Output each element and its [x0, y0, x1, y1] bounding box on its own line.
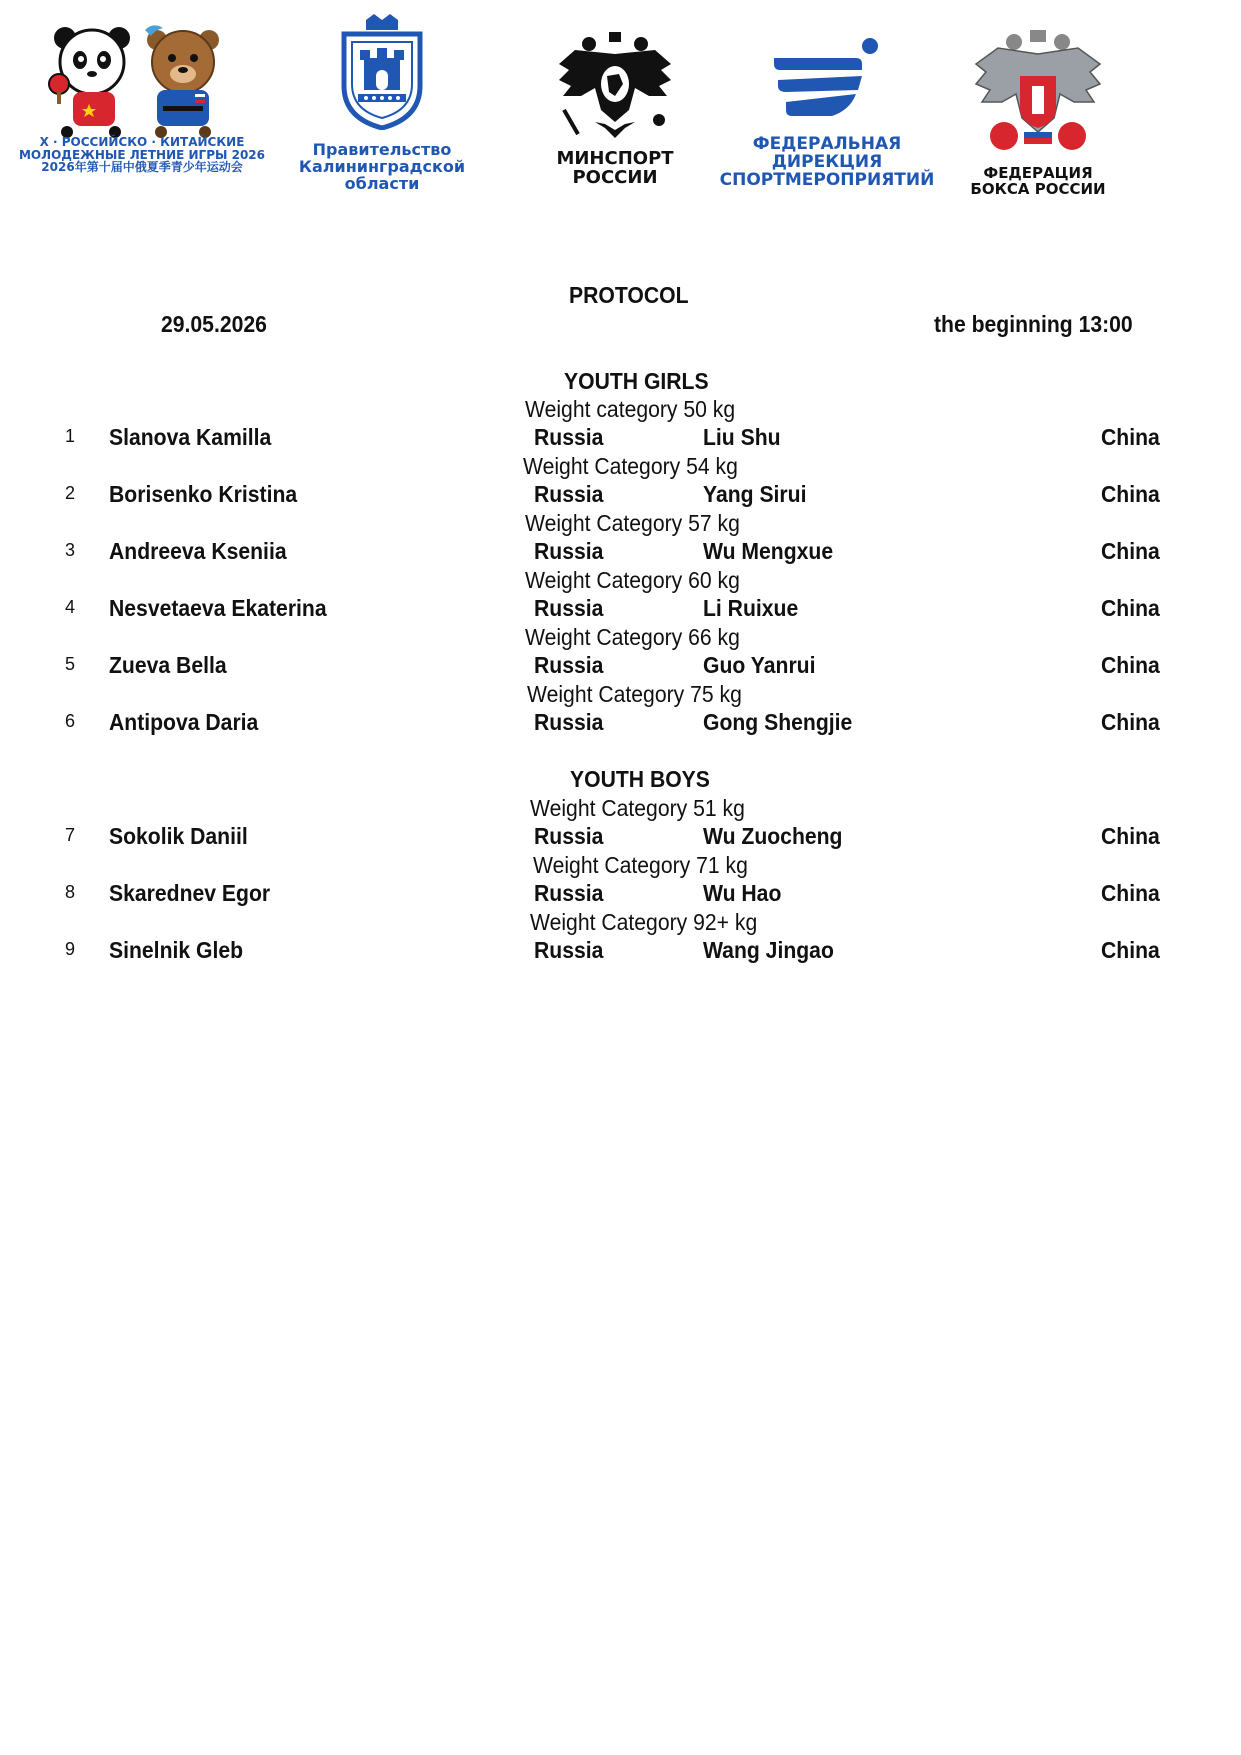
protocol-date: 29.05.2026: [161, 311, 267, 337]
blue-corner-name: Yang Sirui: [703, 481, 807, 507]
red-corner-country: Russia: [534, 481, 604, 507]
section-heading-boys: YOUTH BOYS: [570, 766, 710, 792]
red-corner-name: Sokolik Daniil: [109, 823, 248, 849]
blue-corner-name: Gong Shengjie: [703, 709, 853, 735]
government-logo-line2: Калининградской: [298, 156, 466, 176]
weight-category: Weight Category 66 kg: [525, 624, 740, 650]
games-logo-line2: МОЛОДЕЖНЫЕ ЛЕТНИЕ ИГРЫ 2026: [18, 147, 266, 162]
games-logo-line1: X · РОССИЙСКО · КИТАЙСКИЕ: [39, 135, 245, 149]
red-corner-name: Nesvetaeva Ekaterina: [109, 595, 327, 621]
bout-number: 3: [65, 540, 76, 560]
start-time: the beginning 13:00: [934, 311, 1133, 337]
bout-number: 6: [65, 711, 76, 731]
blue-corner-name: Wu Zuocheng: [703, 823, 843, 849]
red-corner-name: Andreeva Kseniia: [109, 538, 287, 564]
blue-corner-name: Wang Jingao: [703, 937, 834, 963]
blue-corner-name: Liu Shu: [703, 424, 781, 450]
minsport-logo-line2: РОССИИ: [572, 166, 658, 188]
blue-corner-country: China: [1101, 595, 1160, 621]
red-corner-name: Skarednev Egor: [109, 880, 271, 906]
bout-number: 4: [65, 597, 76, 617]
red-corner-country: Russia: [534, 823, 604, 849]
weight-category: Weight Category 92+ kg: [530, 909, 758, 935]
weight-category: Weight Category 75 kg: [527, 681, 742, 707]
blue-corner-country: China: [1101, 538, 1160, 564]
bout-number: 8: [65, 882, 76, 902]
blue-corner-name: Guo Yanrui: [703, 652, 816, 678]
red-corner-country: Russia: [534, 424, 604, 450]
directorate-logo-line2: ДИРЕКЦИЯ: [771, 151, 883, 172]
boxing-logo-line2: БОКСА РОССИИ: [970, 179, 1106, 198]
kaliningrad-coat-of-arms-icon: [336, 14, 428, 130]
weight-category: Weight Category 60 kg: [525, 567, 740, 593]
red-corner-country: Russia: [534, 595, 604, 621]
weight-category: Weight Category 57 kg: [525, 510, 740, 536]
bout-number: 7: [65, 825, 76, 845]
blue-corner-name: Li Ruixue: [703, 595, 799, 621]
directorate-logo-line1: ФЕДЕРАЛЬНАЯ: [752, 134, 902, 154]
page-title: PROTOCOL: [569, 282, 689, 308]
red-corner-name: Borisenko Kristina: [109, 481, 298, 507]
blue-corner-country: China: [1101, 424, 1160, 450]
bout-number: 9: [65, 939, 76, 959]
blue-corner-country: China: [1101, 481, 1160, 507]
blue-corner-country: China: [1101, 652, 1160, 678]
weight-category: Weight category 50 kg: [525, 396, 736, 422]
bout-number: 5: [65, 654, 76, 674]
games-logo-line3: 2026年第十届中俄夏季青少年运动会: [41, 160, 243, 175]
blue-corner-name: Wu Hao: [703, 880, 782, 906]
blue-corner-country: China: [1101, 937, 1160, 963]
bout-number: 1: [65, 426, 76, 446]
red-corner-name: Zueva Bella: [109, 652, 227, 678]
red-corner-country: Russia: [534, 538, 604, 564]
blue-corner-country: China: [1101, 709, 1160, 735]
blue-corner-country: China: [1101, 823, 1160, 849]
bout-number: 2: [65, 483, 76, 503]
boxing-federation-eagle-icon: [972, 28, 1104, 160]
red-corner-name: Slanova Kamilla: [109, 424, 272, 450]
blue-corner-name: Wu Mengxue: [703, 538, 834, 564]
games-mascots-icon: [45, 20, 235, 138]
red-corner-country: Russia: [534, 880, 604, 906]
red-corner-country: Russia: [534, 709, 604, 735]
double-headed-eagle-icon: [555, 30, 675, 144]
red-corner-country: Russia: [534, 652, 604, 678]
boxing-logo-line1: ФЕДЕРАЦИЯ: [983, 164, 1093, 182]
government-logo-line3: области: [344, 173, 420, 193]
weight-category: Weight Category 54 kg: [523, 453, 738, 479]
minsport-logo-line1: МИНСПОРТ: [556, 148, 674, 169]
directorate-logo-line3: СПОРТМЕРОПРИЯТИЙ: [719, 169, 935, 190]
directorate-stripes-icon: [772, 36, 882, 128]
section-heading-girls: YOUTH GIRLS: [564, 368, 709, 394]
red-corner-name: Sinelnik Gleb: [109, 937, 244, 963]
weight-category: Weight Category 71 kg: [533, 852, 748, 878]
blue-corner-country: China: [1101, 880, 1160, 906]
red-corner-country: Russia: [534, 937, 604, 963]
red-corner-name: Antipova Daria: [109, 709, 259, 735]
weight-category: Weight Category 51 kg: [530, 795, 745, 821]
government-logo-line1: Правительство: [312, 140, 452, 159]
